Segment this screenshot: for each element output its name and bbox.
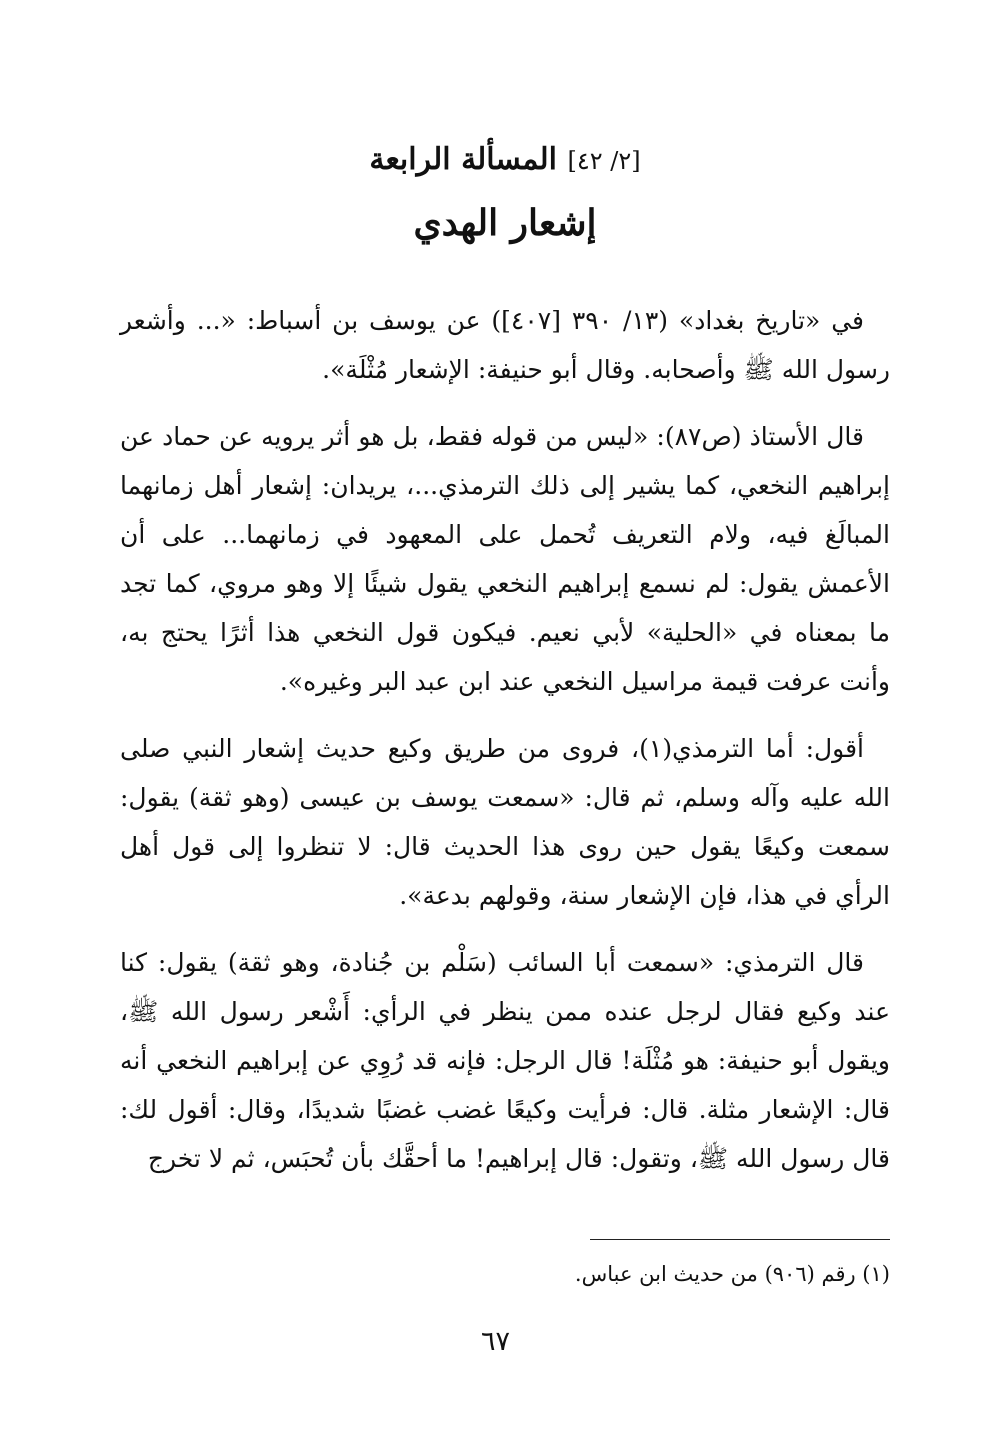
section-title: المسألة الرابعة [369, 142, 558, 177]
paragraph: قال الأستاذ (ص٨٧): «ليس من قوله فقط، بل هو أثر يرويه عن حماد عن إبراهيم النخعي، كما يشير إلى ذلك الترمذي...، يريدان: إشعار أهل زمانهما المبالَغ فيه، ولام التعريف تُحمل على المعهود في زمانهما... على أن الأعمش يقول: لم نسمع إبراهيم النخعي يقول شيئًا إلا وهو مروي، كما تجد ما بمعناه في «الحلية» لأبي نعيم. فيكون قول النخعي هذا أثرًا يحتج به، وأنت عرفت قيمة مراسيل النخعي عند ابن عبد البر وغيره». [120, 422, 890, 696]
footnote: (١) رقم (٩٠٦) من حديث ابن عباس. [574, 1262, 890, 1286]
page-number: ٦٧ [480, 1326, 510, 1357]
paragraph: قال الترمذي: «سمعت أبا السائب (سَلْم بن جُنادة، وهو ثقة) يقول: كنا عند وكيع فقال لرجل عنده ممن ينظر في الرأي: أَشْعر رسول الله ﷺ، ويقول أبو حنيفة: هو مُثْلَة! قال الرجل: فإنه قد رُوِي عن إبراهيم النخعي أنه قال: الإشعار مثلة. قال: فرأيت وكيعًا غضب غضبًا شديدًا، وقال: أقول لك: قال رسول الله ﷺ، وتقول: قال إبراهيم! ما أحقَّك بأن تُحبَس، ثم لا تخرج [120, 948, 890, 1173]
footnote-divider [590, 1239, 890, 1240]
page-subtitle: إشعار الهدي [413, 202, 597, 244]
paragraph: أقول: أما الترمذي(١)، فروى من طريق وكيع حديث إشعار النبي صلى الله عليه وآله وسلم، ثم قال: «سمعت يوسف بن عيسى (وهو ثقة) يقول: سمعت وكيعًا يقول حين روى هذا الحديث قال: لا تنظروا إلى قول أهل الرأي في هذا، فإن الإشعار سنة، وقولهم بدعة». [120, 734, 890, 910]
section-heading [120, 138, 890, 183]
main-text [120, 296, 890, 1201]
section-reference: [٢/ ٤٢] [567, 147, 641, 175]
paragraph: في «تاريخ بغداد» (١٣/ ٣٩٠ [٤٠٧]) عن يوسف بن أسباط: «... وأشعر رسول الله ﷺ وأصحابه. وقال أبو حنيفة: الإشعار مُثْلَة». [120, 306, 890, 384]
